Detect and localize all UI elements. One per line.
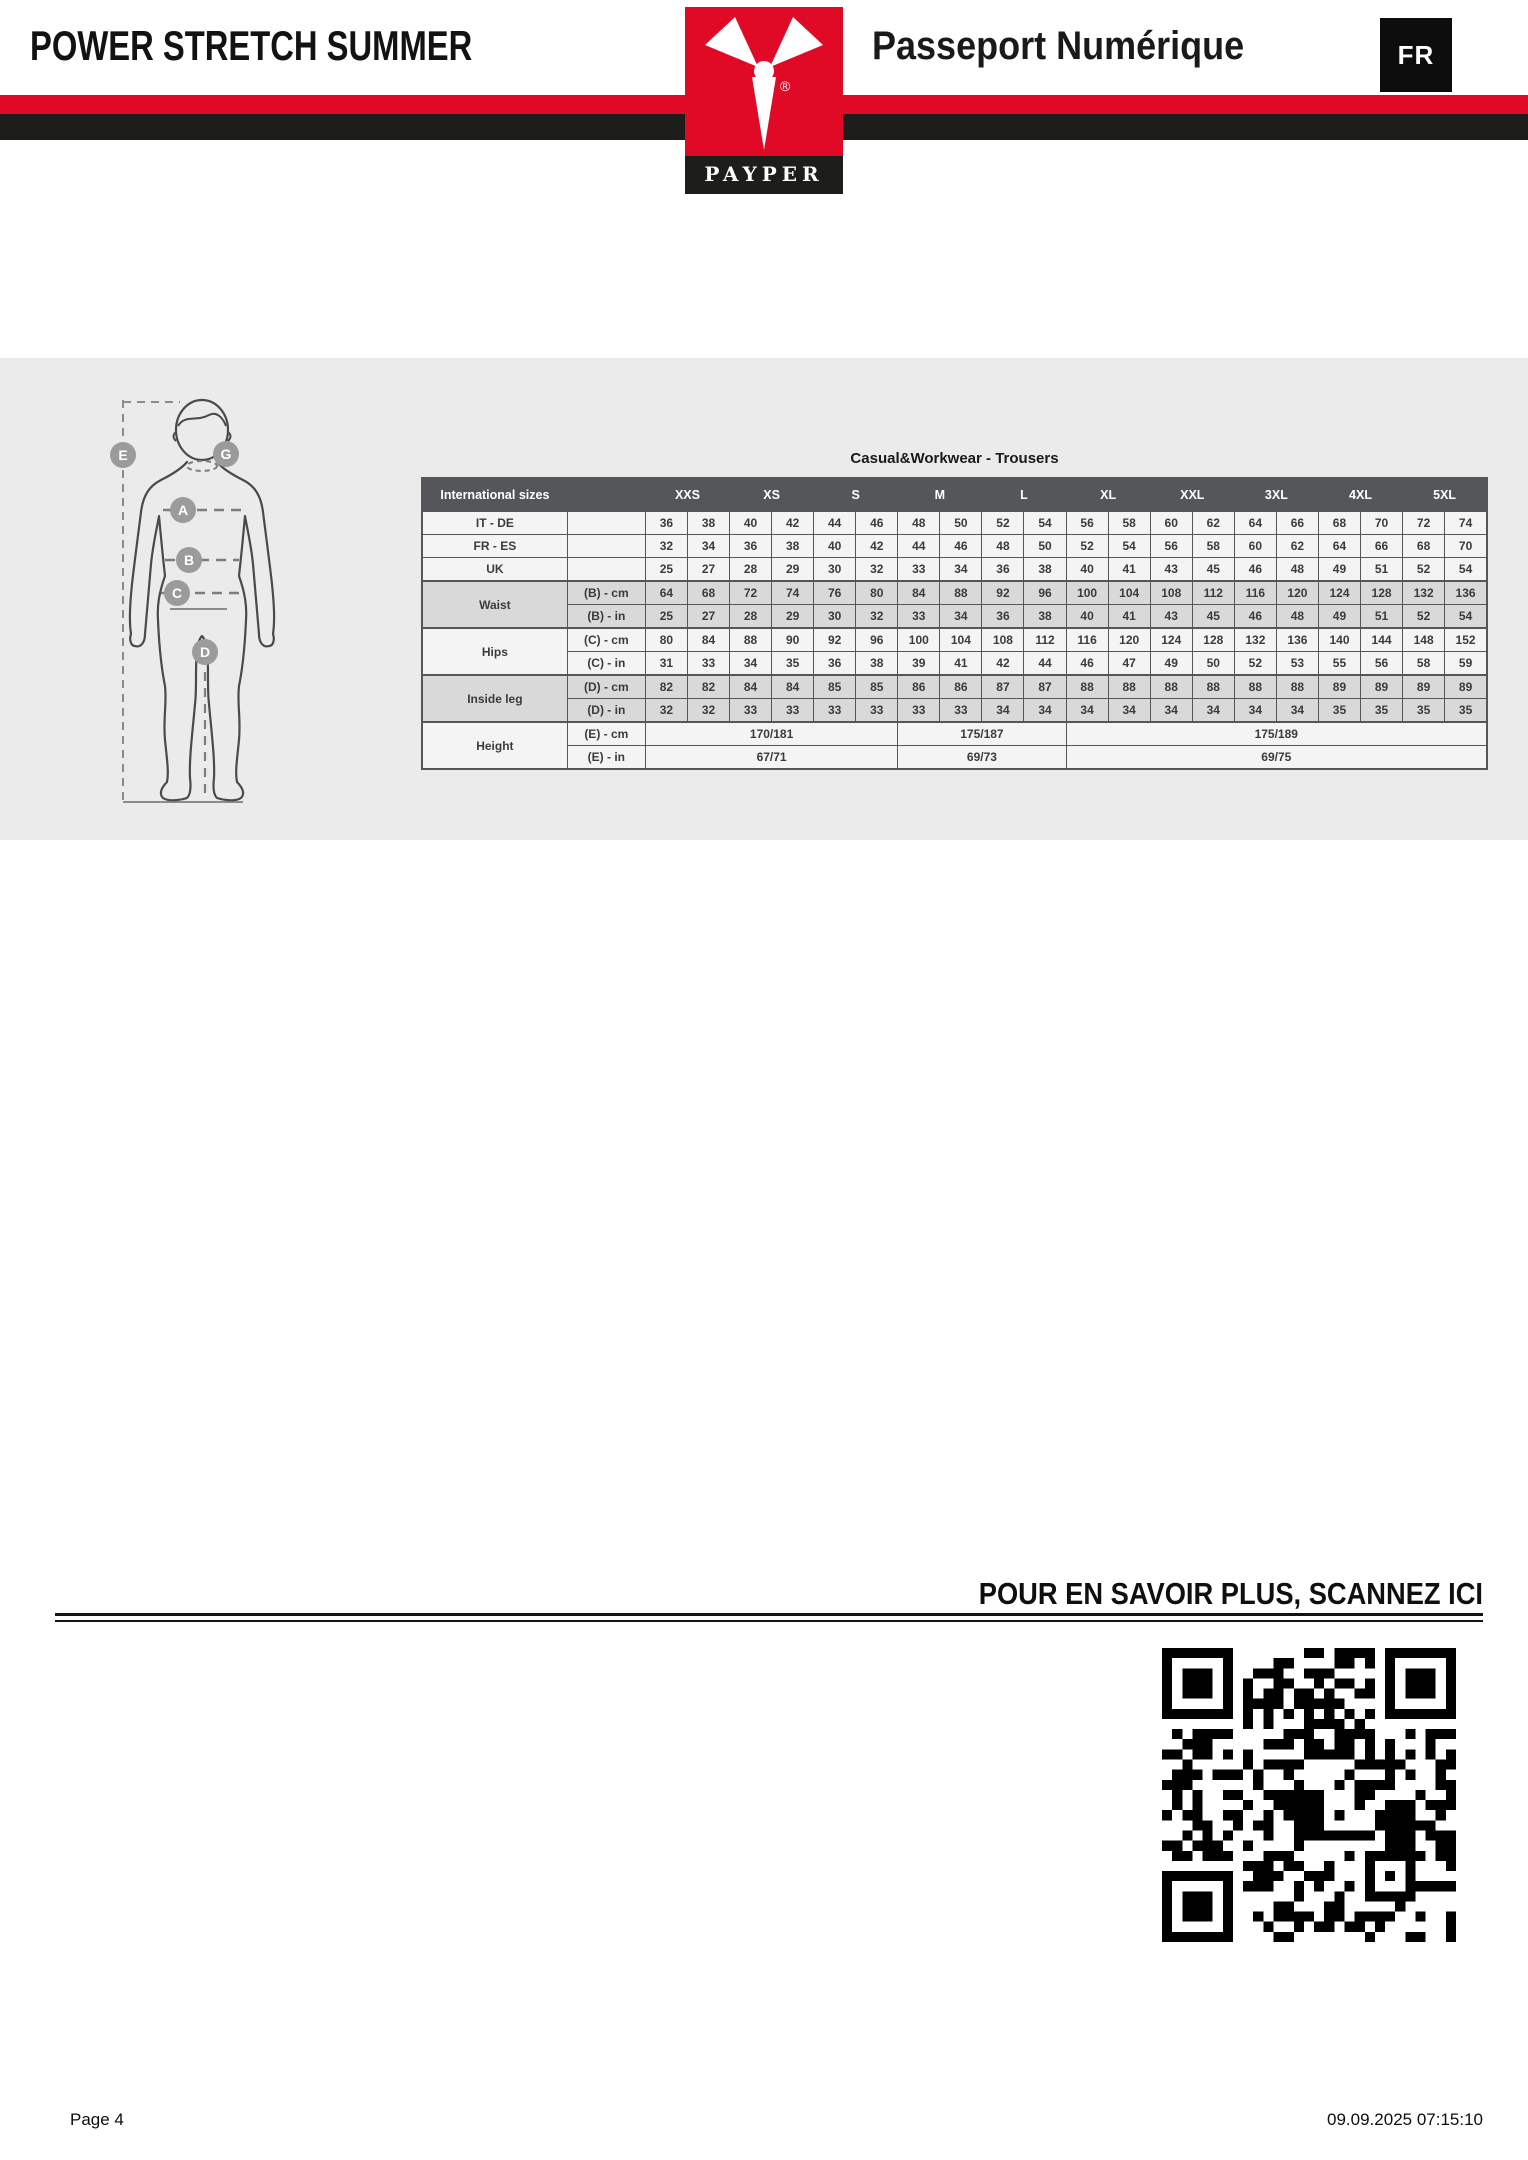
table-cell: 89 (1318, 675, 1360, 699)
table-cell: 29 (772, 605, 814, 629)
table-cell: 34 (982, 699, 1024, 723)
table-cell: 28 (730, 558, 772, 582)
size-col-header: 5XL (1403, 478, 1487, 511)
table-cell: 44 (1024, 652, 1066, 676)
table-cell: 52 (1403, 558, 1445, 582)
table-row (422, 628, 1487, 652)
row-label: Height (422, 722, 567, 769)
size-table-title: Casual&Workwear - Trousers (850, 450, 1059, 467)
table-cell: 104 (1108, 581, 1150, 605)
table-cell: 88 (1066, 675, 1108, 699)
table-cell: 33 (940, 699, 982, 723)
table-cell: 34 (1276, 699, 1318, 723)
table-cell: 112 (1192, 581, 1234, 605)
table-cell: 42 (856, 535, 898, 558)
table-row (422, 746, 1487, 770)
table-cell: 52 (1066, 535, 1108, 558)
size-col-header: XS (730, 478, 814, 511)
table-cell: 34 (1234, 699, 1276, 723)
table-cell: 140 (1318, 628, 1360, 652)
table-cell: 42 (772, 511, 814, 535)
size-col-header: XL (1066, 478, 1150, 511)
table-header-row (422, 478, 1487, 511)
table-cell: 82 (645, 675, 687, 699)
table-cell: 34 (1024, 699, 1066, 723)
table-cell: 64 (1234, 511, 1276, 535)
table-cell: 88 (1150, 675, 1192, 699)
table-cell: 175/187 (898, 722, 1066, 746)
table-cell: 27 (687, 605, 729, 629)
double-rule (55, 1613, 1483, 1622)
table-cell: 88 (1234, 675, 1276, 699)
table-cell: 36 (730, 535, 772, 558)
table-row (422, 558, 1487, 582)
table-cell: 46 (940, 535, 982, 558)
payper-wordmark: PAYPER (685, 156, 843, 194)
table-cell: 32 (856, 558, 898, 582)
table-cell: 31 (645, 652, 687, 676)
svg-text:®: ® (780, 78, 791, 94)
row-sublabel: (D) - in (567, 699, 645, 723)
table-cell: 76 (814, 581, 856, 605)
table-cell: 100 (898, 628, 940, 652)
row-label: Inside leg (422, 675, 567, 722)
table-cell: 44 (814, 511, 856, 535)
table-cell: 50 (1192, 652, 1234, 676)
table-cell: 58 (1108, 511, 1150, 535)
table-cell: 46 (1066, 652, 1108, 676)
table-cell: 96 (856, 628, 898, 652)
table-cell: 42 (982, 652, 1024, 676)
table-cell: 54 (1024, 511, 1066, 535)
table-cell: 45 (1192, 558, 1234, 582)
table-cell: 120 (1276, 581, 1318, 605)
table-cell: 47 (1108, 652, 1150, 676)
table-cell: 69/75 (1066, 746, 1487, 770)
row-sublabel: (B) - in (567, 605, 645, 629)
table-cell: 48 (1276, 605, 1318, 629)
table-cell: 46 (856, 511, 898, 535)
table-cell: 84 (898, 581, 940, 605)
table-cell: 50 (1024, 535, 1066, 558)
body-measurement-figure (85, 388, 295, 818)
table-cell: 132 (1403, 581, 1445, 605)
size-table (421, 477, 1488, 770)
table-cell: 41 (1108, 558, 1150, 582)
size-col-header: M (898, 478, 982, 511)
table-cell: 175/189 (1066, 722, 1487, 746)
table-cell: 46 (1234, 558, 1276, 582)
table-cell: 116 (1234, 581, 1276, 605)
table-cell: 34 (1192, 699, 1234, 723)
table-cell: 38 (856, 652, 898, 676)
table-cell: 30 (814, 605, 856, 629)
table-cell: 66 (1361, 535, 1403, 558)
bow-icon (685, 7, 843, 156)
table-cell: 35 (1361, 699, 1403, 723)
table-cell: 54 (1445, 605, 1487, 629)
table-cell: 44 (898, 535, 940, 558)
table-cell: 136 (1276, 628, 1318, 652)
row-label: FR - ES (422, 535, 567, 558)
table-row (422, 699, 1487, 723)
table-row (422, 722, 1487, 746)
figure-body-outline (130, 462, 274, 800)
timestamp: 09.09.2025 07:15:10 (1327, 2110, 1483, 2129)
table-cell: 88 (730, 628, 772, 652)
table-cell: 64 (1318, 535, 1360, 558)
row-sublabel: (C) - cm (567, 628, 645, 652)
table-cell: 82 (687, 675, 729, 699)
table-cell: 33 (814, 699, 856, 723)
table-cell: 25 (645, 558, 687, 582)
table-cell: 32 (645, 699, 687, 723)
table-cell: 87 (1024, 675, 1066, 699)
table-cell: 89 (1403, 675, 1445, 699)
table-cell: 84 (730, 675, 772, 699)
size-col-header: XXS (645, 478, 729, 511)
table-cell: 50 (940, 511, 982, 535)
table-cell: 86 (898, 675, 940, 699)
table-cell: 56 (1066, 511, 1108, 535)
table-cell: 36 (982, 558, 1024, 582)
table-cell: 53 (1276, 652, 1318, 676)
row-label: IT - DE (422, 511, 567, 535)
table-cell: 74 (772, 581, 814, 605)
table-cell: 120 (1108, 628, 1150, 652)
table-cell: 62 (1276, 535, 1318, 558)
svg-text:D: D (199, 644, 211, 660)
table-cell: 36 (645, 511, 687, 535)
svg-text:G: G (220, 446, 232, 462)
table-cell: 112 (1024, 628, 1066, 652)
table-cell: 67/71 (645, 746, 897, 770)
table-cell: 45 (1192, 605, 1234, 629)
table-cell: 54 (1445, 558, 1487, 582)
table-cell: 43 (1150, 558, 1192, 582)
row-sub-empty (567, 511, 645, 535)
table-cell: 89 (1445, 675, 1487, 699)
table-cell: 96 (1024, 581, 1066, 605)
table-cell: 124 (1150, 628, 1192, 652)
row-sub-empty (567, 535, 645, 558)
qr-code (1162, 1648, 1456, 1942)
row-label: Hips (422, 628, 567, 675)
table-cell: 46 (1234, 605, 1276, 629)
table-cell: 88 (1276, 675, 1318, 699)
table-cell: 32 (645, 535, 687, 558)
table-cell: 92 (814, 628, 856, 652)
table-cell: 58 (1403, 652, 1445, 676)
table-cell: 33 (898, 605, 940, 629)
table-cell: 52 (1234, 652, 1276, 676)
table-cell: 54 (1108, 535, 1150, 558)
table-cell: 40 (1066, 558, 1108, 582)
table-cell: 170/181 (645, 722, 897, 746)
scan-heading: POUR EN SAVOIR PLUS, SCANNEZ ICI (978, 1576, 1483, 1611)
svg-text:C: C (171, 585, 183, 601)
row-label: UK (422, 558, 567, 582)
table-row (422, 581, 1487, 605)
svg-text:E: E (118, 447, 128, 463)
table-cell: 84 (772, 675, 814, 699)
table-cell: 152 (1445, 628, 1487, 652)
table-cell: 144 (1361, 628, 1403, 652)
payper-logo (685, 7, 843, 156)
row-sublabel: (C) - in (567, 652, 645, 676)
table-cell: 128 (1192, 628, 1234, 652)
table-cell: 80 (645, 628, 687, 652)
row-sublabel: (B) - cm (567, 581, 645, 605)
table-cell: 89 (1361, 675, 1403, 699)
table-cell: 48 (1276, 558, 1318, 582)
table-cell: 25 (645, 605, 687, 629)
table-cell: 68 (1403, 535, 1445, 558)
table-cell: 48 (982, 535, 1024, 558)
table-cell: 128 (1361, 581, 1403, 605)
table-cell: 72 (730, 581, 772, 605)
table-cell: 30 (814, 558, 856, 582)
table-cell: 104 (940, 628, 982, 652)
table-cell: 38 (1024, 605, 1066, 629)
table-cell: 43 (1150, 605, 1192, 629)
table-cell: 136 (1445, 581, 1487, 605)
row-sublabel: (D) - cm (567, 675, 645, 699)
table-cell: 70 (1445, 535, 1487, 558)
table-cell: 62 (1192, 511, 1234, 535)
table-row (422, 535, 1487, 558)
table-cell: 85 (814, 675, 856, 699)
size-col-header: XXL (1150, 478, 1234, 511)
table-cell: 56 (1150, 535, 1192, 558)
table-cell: 41 (1108, 605, 1150, 629)
table-cell: 32 (856, 605, 898, 629)
table-cell: 49 (1318, 605, 1360, 629)
table-cell: 48 (898, 511, 940, 535)
size-table-block (421, 450, 1488, 770)
table-cell: 36 (982, 605, 1024, 629)
table-row (422, 605, 1487, 629)
table-cell: 35 (1445, 699, 1487, 723)
table-cell: 100 (1066, 581, 1108, 605)
product-title: POWER STRETCH SUMMER (30, 22, 473, 69)
table-row (422, 511, 1487, 535)
table-cell: 148 (1403, 628, 1445, 652)
table-cell: 92 (982, 581, 1024, 605)
table-cell: 40 (730, 511, 772, 535)
size-col-header: 3XL (1234, 478, 1318, 511)
qr-code-icon (1162, 1648, 1456, 1942)
table-cell: 34 (1108, 699, 1150, 723)
table-cell: 116 (1066, 628, 1108, 652)
table-cell: 88 (940, 581, 982, 605)
table-cell: 35 (1403, 699, 1445, 723)
table-cell: 51 (1361, 605, 1403, 629)
table-cell: 51 (1361, 558, 1403, 582)
table-cell: 108 (982, 628, 1024, 652)
row-sub-empty (567, 558, 645, 582)
svg-text:A: A (177, 502, 189, 518)
table-cell: 38 (772, 535, 814, 558)
table-cell: 72 (1403, 511, 1445, 535)
table-cell: 87 (982, 675, 1024, 699)
table-cell: 74 (1445, 511, 1487, 535)
table-cell: 52 (982, 511, 1024, 535)
table-cell: 60 (1234, 535, 1276, 558)
table-cell: 34 (730, 652, 772, 676)
table-cell: 33 (856, 699, 898, 723)
table-cell: 38 (1024, 558, 1066, 582)
table-cell: 40 (1066, 605, 1108, 629)
table-cell: 85 (856, 675, 898, 699)
table-cell: 38 (687, 511, 729, 535)
table-cell: 33 (772, 699, 814, 723)
table-cell: 84 (687, 628, 729, 652)
table-cell: 88 (1108, 675, 1150, 699)
table-cell: 40 (814, 535, 856, 558)
language-badge: FR (1380, 18, 1452, 92)
row-label: Waist (422, 581, 567, 628)
intl-sizes-header: International sizes (422, 478, 567, 511)
table-cell: 69/73 (898, 746, 1066, 770)
table-cell: 28 (730, 605, 772, 629)
table-cell: 35 (1318, 699, 1360, 723)
table-cell: 108 (1150, 581, 1192, 605)
table-cell: 36 (814, 652, 856, 676)
table-cell: 70 (1361, 511, 1403, 535)
table-cell: 34 (1066, 699, 1108, 723)
table-cell: 132 (1234, 628, 1276, 652)
table-cell: 60 (1150, 511, 1192, 535)
row-sublabel: (E) - in (567, 746, 645, 770)
table-cell: 34 (940, 558, 982, 582)
table-cell: 33 (687, 652, 729, 676)
table-cell: 80 (856, 581, 898, 605)
table-cell: 49 (1150, 652, 1192, 676)
table-cell: 41 (940, 652, 982, 676)
size-col-header: S (814, 478, 898, 511)
table-cell: 33 (730, 699, 772, 723)
svg-text:B: B (183, 552, 195, 568)
table-cell: 88 (1192, 675, 1234, 699)
table-cell: 66 (1276, 511, 1318, 535)
table-cell: 68 (687, 581, 729, 605)
document-title: Passeport Numérique (872, 24, 1245, 68)
table-cell: 29 (772, 558, 814, 582)
table-cell: 124 (1318, 581, 1360, 605)
table-cell: 34 (687, 535, 729, 558)
table-cell: 34 (1150, 699, 1192, 723)
table-cell: 56 (1361, 652, 1403, 676)
size-col-header: 4XL (1318, 478, 1402, 511)
table-cell: 33 (898, 558, 940, 582)
size-col-header: L (982, 478, 1066, 511)
table-cell: 86 (940, 675, 982, 699)
header-empty-cell (567, 478, 645, 511)
table-row (422, 675, 1487, 699)
table-cell: 90 (772, 628, 814, 652)
table-cell: 52 (1403, 605, 1445, 629)
table-cell: 35 (772, 652, 814, 676)
table-cell: 32 (687, 699, 729, 723)
table-cell: 49 (1318, 558, 1360, 582)
table-cell: 58 (1192, 535, 1234, 558)
table-cell: 27 (687, 558, 729, 582)
page-number: Page 4 (70, 2110, 124, 2129)
table-cell: 33 (898, 699, 940, 723)
table-cell: 34 (940, 605, 982, 629)
table-cell: 64 (645, 581, 687, 605)
table-cell: 68 (1318, 511, 1360, 535)
table-cell: 39 (898, 652, 940, 676)
row-sublabel: (E) - cm (567, 722, 645, 746)
table-cell: 55 (1318, 652, 1360, 676)
table-row (422, 652, 1487, 676)
table-cell: 59 (1445, 652, 1487, 676)
